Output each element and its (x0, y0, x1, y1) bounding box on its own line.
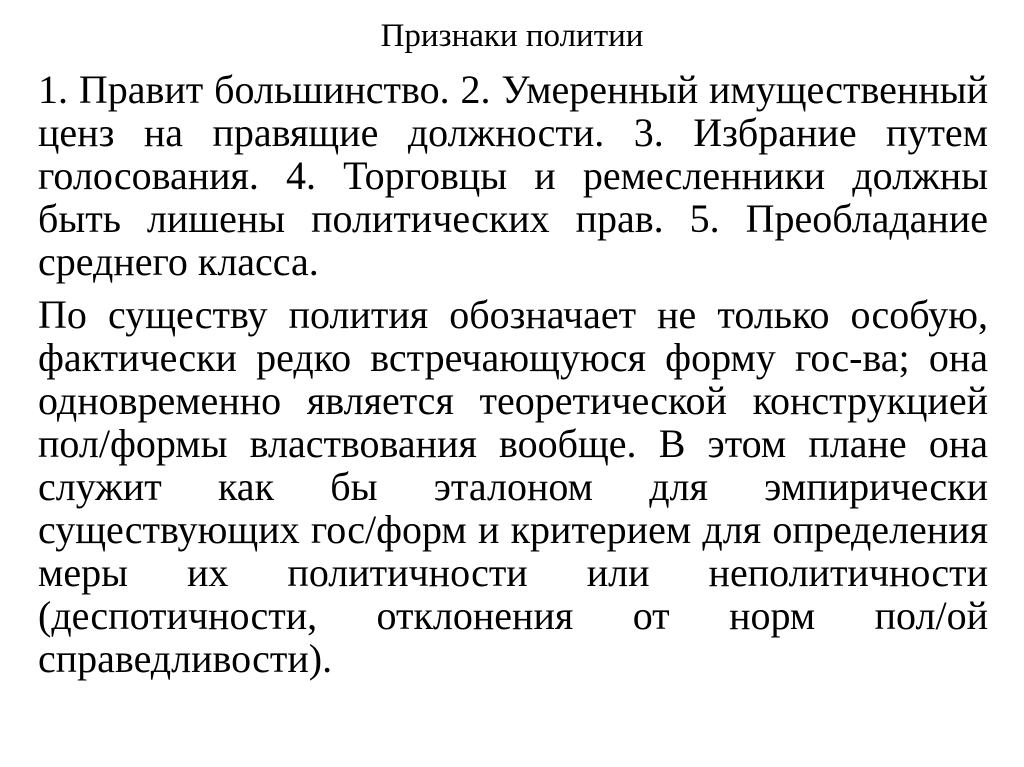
features-list-paragraph: 1. Правит большинство. 2. Умеренный имущественный ценз на правящие должности. 3. Избрание путем голосования. 4. Торговцы и ремесленники должны быть лишены политических прав. 5. Преобладание среднего класса. (38, 67, 988, 284)
slide-title: Признаки политии (380, 18, 644, 54)
slide-body (38, 68, 988, 680)
explanation-paragraph: По существу полития обозначает не только особую, фактически редко встречающуюся форму гос-ва; она одновременно является теоретической конструкцией пол/формы властвования вообще. В этом плане она служит как бы эталоном для эмпирически существующих гос/форм и критерием для определения меры их политичности или неполитичности (деспотичности, отклонения от норм пол/ой справедливости). (38, 292, 988, 681)
